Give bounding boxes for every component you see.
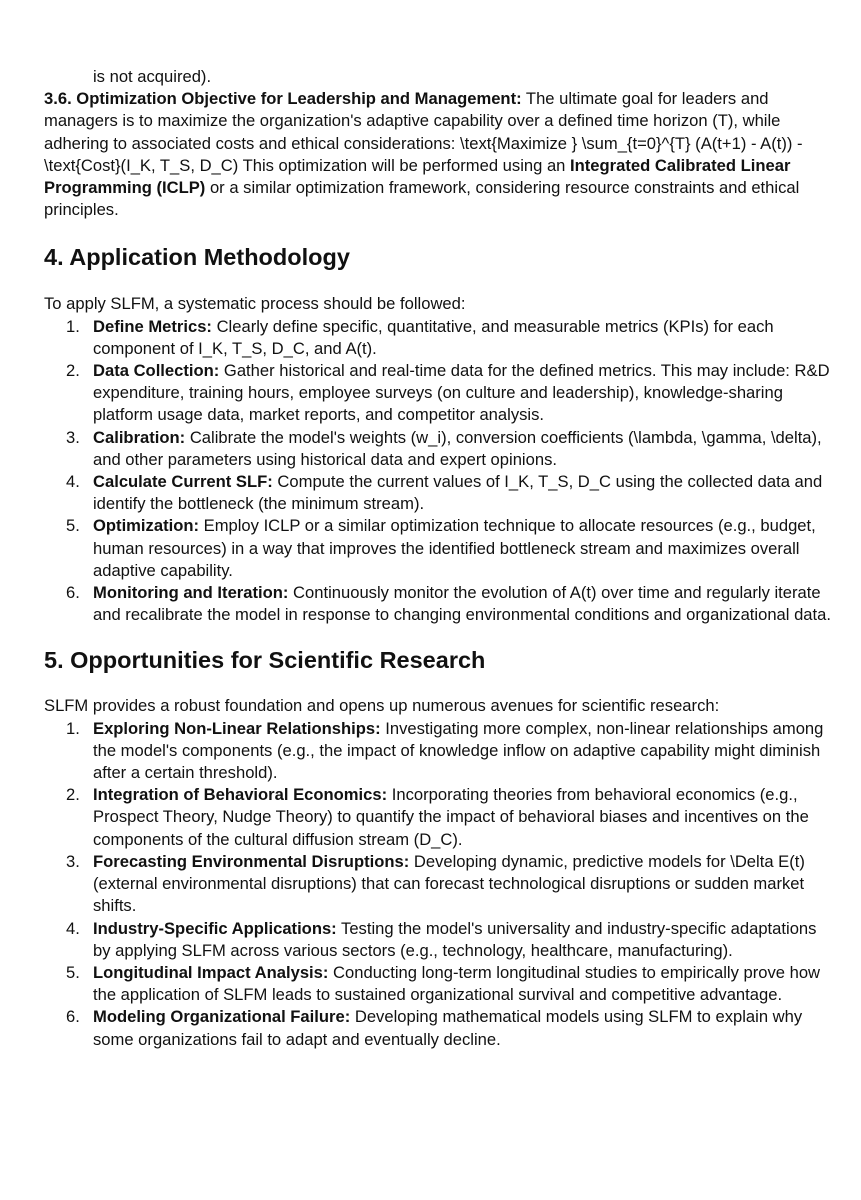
- list-item: [44, 316, 831, 360]
- list-number: 4.: [66, 472, 80, 492]
- list-number: 6.: [66, 583, 80, 603]
- list-number: 2.: [66, 361, 80, 381]
- list-item-title: Calibration:: [93, 427, 186, 447]
- list-item: [44, 360, 831, 427]
- list-number: 5.: [66, 516, 80, 536]
- list-item: [44, 582, 831, 626]
- list-number: 5.: [66, 962, 80, 982]
- section-4-intro: To apply SLFM, a systematic process should be followed:: [44, 294, 466, 314]
- list-item: [44, 718, 831, 785]
- list-item-text: Employ ICLP or a similar optimization technique to allocate resources (e.g., budget, human resources) in a way that improves the identified bottleneck stream and maximizes overall adaptive capability.: [93, 516, 816, 580]
- list-item: [44, 1006, 831, 1050]
- section-5-list: [44, 718, 831, 1051]
- list-number: 1.: [66, 316, 80, 336]
- section-3-6-heading: 3.6. Optimization Objective for Leadership and Management:: [44, 89, 522, 109]
- list-item-text: Developing dynamic, predictive models for \Delta E(t) (external environmental disruptions) that can forecast technological disruptions or sudden market shifts.: [93, 851, 805, 916]
- list-item-title: Industry-Specific Applications:: [93, 918, 337, 938]
- section-5-intro: SLFM provides a robust foundation and opens up numerous avenues for scientific research:: [44, 696, 720, 716]
- list-item-title: Integration of Behavioral Economics:: [93, 785, 388, 805]
- list-item-title: Optimization:: [93, 516, 200, 536]
- list-item-text: Clearly define specific, quantitative, and measurable metrics (KPIs) for each component of I_K, T_S, D_C, and A(t).: [93, 316, 774, 358]
- list-item: [44, 515, 831, 582]
- list-item: [44, 471, 831, 515]
- list-item-text: Conducting long-term longitudinal studies to empirically prove how the application of SLFM leads to sustained organizational survival and competitive advantage.: [93, 962, 821, 1005]
- list-item-text: Compute the current values of I_K, T_S, D_C using the collected data and identify the bottleneck (the minimum stream).: [93, 472, 823, 514]
- list-item: [44, 851, 831, 918]
- section-3-6-text-2: or a similar optimization framework, considering resource constraints and ethical principles.: [44, 178, 800, 220]
- section-4-heading: 4. Application Methodology: [44, 244, 350, 271]
- list-item-title: Modeling Organizational Failure:: [93, 1007, 351, 1027]
- list-item: [44, 784, 831, 851]
- list-number: 3.: [66, 427, 80, 447]
- list-item-text: Continuously monitor the evolution of A(t) over time and regularly iterate and recalibrate the model in response to changing environmental conditions and organizational data.: [93, 583, 831, 625]
- section-3-6-text-1: The ultimate goal for leaders and managers is to maximize the organization's adaptive capability over a defined time horizon (T), while adhering to associated costs and ethical considerations: \text{Maximize } \sum_{t=0}^{T} (A(t+1) - A(t)) - \text{Cost}(I_K, T_S, D_C) This optimization will be performed using an: [44, 89, 803, 175]
- list-item-text: Calibrate the model's weights (w_i), conversion coefficients (\lambda, \gamma, \delta), and other parameters using historical data and expert opinions.: [93, 427, 822, 469]
- section-4-list: [44, 316, 831, 627]
- list-item: [44, 962, 831, 1006]
- list-item-text: Gather historical and real-time data for the defined metrics. This may include: R&D expenditure, training hours, employee surveys (on culture and leadership), knowledge-sharing platform usage data, market reports, and competitor analysis.: [93, 361, 830, 425]
- list-item: [44, 918, 831, 962]
- list-item-title: Monitoring and Iteration:: [93, 583, 289, 603]
- list-item-title: Data Collection:: [93, 361, 220, 381]
- list-number: 3.: [66, 851, 80, 871]
- list-item-title: Forecasting Environmental Disruptions:: [93, 851, 410, 871]
- list-item: [44, 427, 831, 471]
- list-item-title: Exploring Non-Linear Relationships:: [93, 718, 381, 738]
- list-item-text: Testing the model's universality and industry-specific adaptations by applying SLFM across various sectors (e.g., technology, healthcare, manufacturing).: [93, 918, 817, 960]
- list-item-title: Longitudinal Impact Analysis:: [93, 962, 329, 982]
- section-3-6-paragraph: [44, 88, 831, 221]
- list-item-text: Incorporating theories from behavioral economics (e.g., Prospect Theory, Nudge Theory) to quantify the impact of behavioral biases and incentives on the components of the cultural diffusion stream (D_C).: [93, 785, 809, 849]
- continuation-text: is not acquired).: [93, 67, 212, 86]
- section-5-heading: 5. Opportunities for Scientific Research: [44, 647, 486, 674]
- list-item-text: Developing mathematical models using SLFM to explain why some organizations fail to adapt and eventually decline.: [93, 1007, 803, 1049]
- list-number: 1.: [66, 718, 80, 738]
- list-number: 2.: [66, 785, 80, 805]
- list-number: 4.: [66, 918, 80, 938]
- section-3-6-bold-term: Integrated Calibrated Linear Programming (ICLP): [44, 155, 791, 198]
- list-item-title: Calculate Current SLF:: [93, 472, 273, 492]
- list-number: 6.: [66, 1007, 80, 1027]
- list-item-text: Investigating more complex, non-linear relationships among the model's components (e.g., the impact of knowledge inflow on adaptive capability might diminish after a certain threshold).: [93, 718, 824, 783]
- list-item-title: Define Metrics:: [93, 316, 212, 336]
